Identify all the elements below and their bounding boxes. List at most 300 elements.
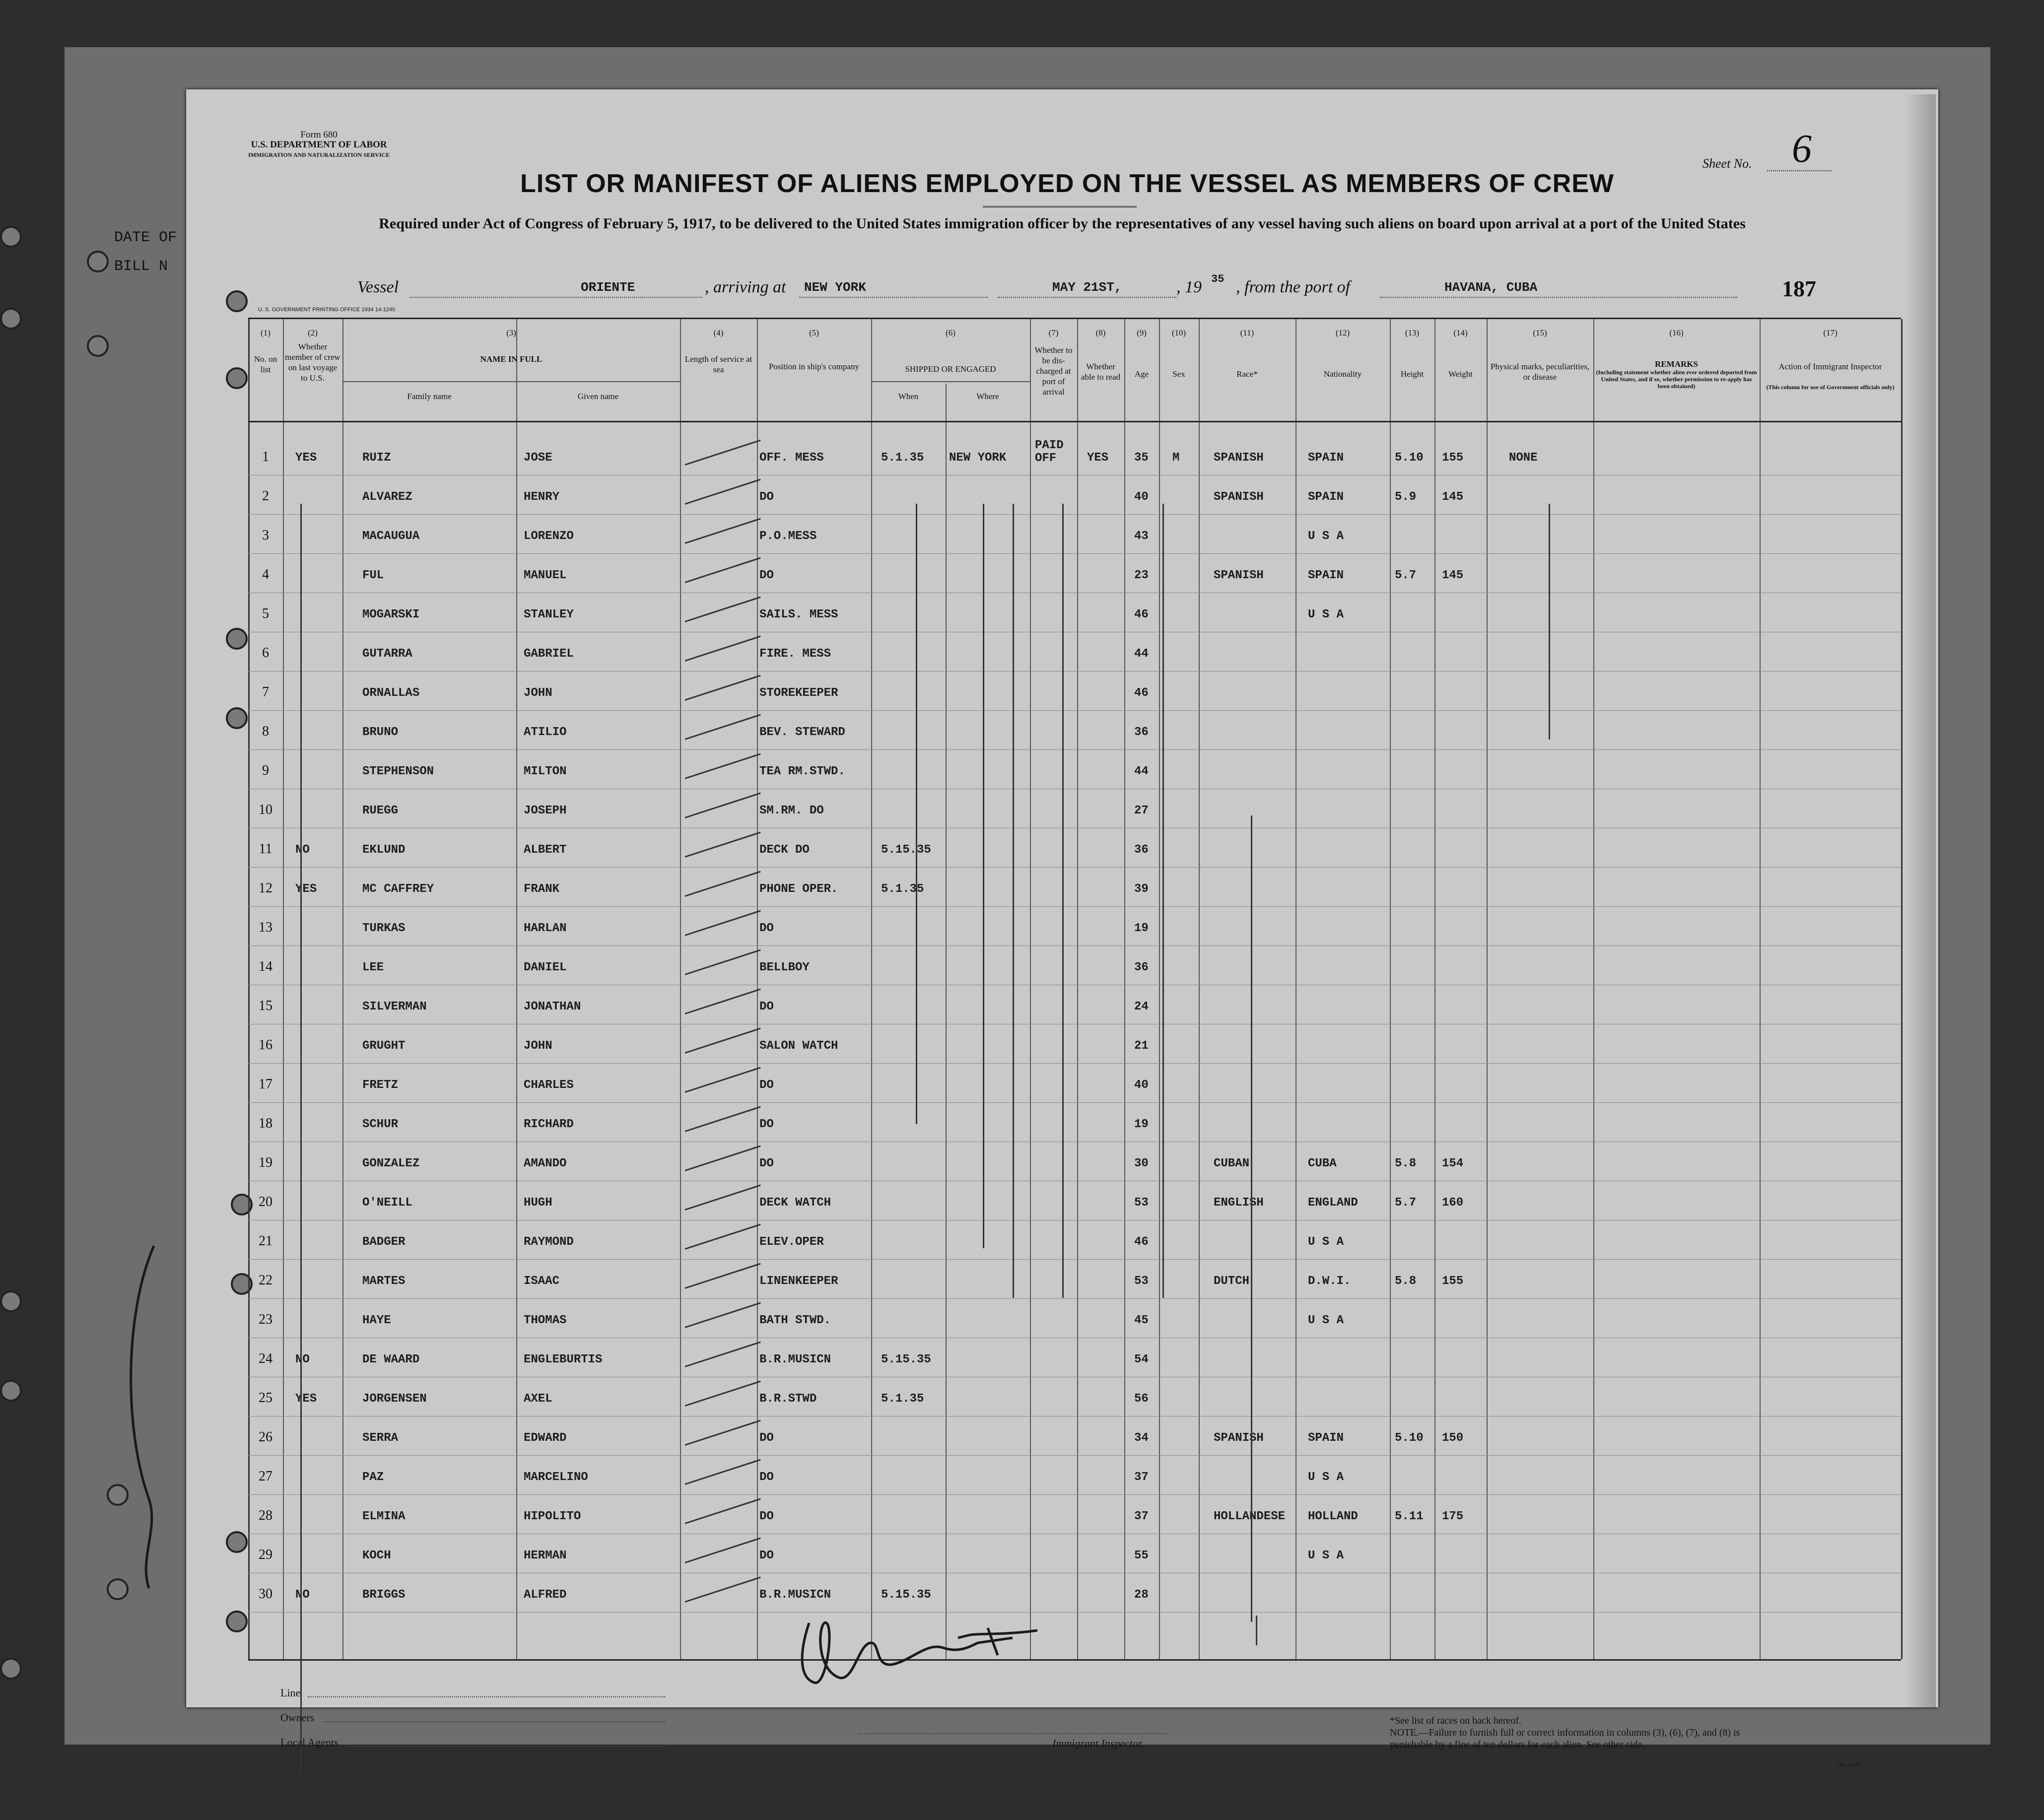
row-rule [248,867,1901,868]
cell-age: 39 [1134,882,1149,896]
cell-position: DO [759,922,774,935]
col14-header: Weight [1448,369,1473,379]
cell-race: SPANISH [1214,569,1264,582]
row-number: 17 [259,1077,273,1092]
service-stroke-mark [685,1302,761,1328]
column-border [1593,319,1594,1659]
cell-given: RICHARD [524,1118,574,1131]
col7-number: (7) [1048,328,1059,337]
vessel-label: Vessel [357,278,399,296]
cell-race: SPANISH [1214,1431,1264,1445]
col14-number: (14) [1453,328,1468,337]
shipped-subheader-rule [871,381,1030,382]
service-stroke-mark [685,1263,761,1289]
cell-family: GRUGHT [362,1039,406,1053]
date-dotline [998,297,1176,298]
cell-given: JOHN [524,1039,552,1053]
cell-height: 5.9 [1395,490,1417,504]
row-number: 19 [259,1155,273,1170]
row-number: 16 [259,1037,273,1053]
service-stroke-mark [685,1459,761,1485]
cell-family: FUL [362,569,384,582]
row-number: 7 [262,684,269,700]
cell-race: SPANISH [1214,490,1264,504]
row-number: 23 [259,1312,273,1327]
ditto-mark [983,504,984,1248]
row-rule [248,1455,1901,1456]
cell-age: 44 [1134,765,1149,778]
cell-where: NEW YORK [949,451,1007,465]
cell-nationality: U S A [1308,1471,1344,1484]
col17-header: Action of Immigrant Inspector [1778,362,1882,371]
cell-read: YES [1087,451,1109,465]
cell-age: 24 [1134,1000,1149,1013]
cell-family: ELMINA [362,1510,406,1523]
row-number: 3 [262,528,269,543]
cell-position: P.O.MESS [759,530,817,543]
cell-nationality: U S A [1308,530,1344,543]
inspector-label: Immigrant Inspector. [1052,1737,1144,1750]
line-label: Line [280,1686,301,1699]
service-stroke-mark [685,479,761,505]
row-number: 15 [259,998,273,1013]
col15-header: Physical marks, peculiarities, or disease [1490,362,1590,382]
cell-position: DO [759,490,774,504]
cell-nationality: CUBA [1308,1157,1337,1170]
cell-weight: 145 [1442,569,1464,582]
cell-given: MILTON [524,765,567,778]
column-border [1030,319,1031,1659]
ditto-mark [300,504,302,1774]
header-separator [248,421,1901,422]
cell-given: HUGH [524,1196,552,1210]
binder-hole-icon [0,226,22,248]
row-number: 1 [262,449,269,465]
year-prefix: , 19 [1176,278,1202,296]
sheet-edge [1906,94,1936,1707]
col3-header: NAME IN FULL [480,354,543,364]
cell-prev: NO [295,1353,310,1366]
cell-weight: 150 [1442,1431,1464,1445]
stub-date-label: DATE OF [114,229,177,246]
cell-given: AMANDO [524,1157,567,1170]
shipped-where-header: Where [976,392,999,401]
row-rule [248,1259,1901,1260]
ditto-mark [1251,1351,1252,1510]
ditto-mark [916,504,917,1124]
col16-number: (16) [1669,328,1684,337]
col8-header: Whether able to read [1081,362,1121,382]
owners-label: Owners [280,1711,315,1724]
col5-header: Position in ship's company [768,362,860,371]
cell-family: DE WAARD [362,1353,420,1366]
service-stroke-mark [685,1067,761,1093]
col10-number: (10) [1171,328,1186,337]
cell-weight: 175 [1442,1510,1464,1523]
binder-hole-icon [0,1290,22,1312]
cell-nationality: SPAIN [1308,490,1344,504]
service-stroke-mark [685,1420,761,1446]
service-stroke-mark [685,910,761,936]
col10-header: Sex [1172,369,1185,379]
cell-age: 35 [1134,451,1149,465]
row-number: 25 [259,1390,273,1406]
margin-bracket-icon [119,1241,164,1598]
row-number: 24 [259,1351,273,1366]
binder-hole-icon [226,290,248,312]
service-stroke-mark [685,1381,761,1407]
cell-given: AXEL [524,1392,552,1406]
footer-notes [1390,1715,1777,1751]
service-stroke-mark [685,636,761,662]
cell-given: MARCELINO [524,1471,588,1484]
column-border [1077,319,1078,1659]
row-number: 4 [262,567,269,582]
cell-position: DO [759,1471,774,1484]
cell-family: O'NEILL [362,1196,412,1210]
row-number: 14 [259,959,273,974]
column-border [680,319,681,1659]
cell-family: SCHUR [362,1118,399,1131]
cell-position: DO [759,1157,774,1170]
cell-position: DO [759,1118,774,1131]
cell-age: 43 [1134,530,1149,543]
cell-family: RUEGG [362,804,399,817]
col12-number: (12) [1335,328,1350,337]
cell-age: 54 [1134,1353,1149,1366]
service-stroke-mark [685,1185,761,1211]
cell-family: PAZ [362,1471,384,1484]
cell-position: B.R.STWD [759,1392,817,1406]
cell-age: 19 [1134,1118,1149,1131]
cell-age: 23 [1134,569,1149,582]
service-stroke-mark [685,440,761,466]
cell-family: ALVAREZ [362,490,412,504]
cell-when: 5.15.35 [881,1588,931,1602]
col11-number: (11) [1240,328,1254,337]
cell-given: JOHN [524,686,552,700]
row-rule [248,1063,1901,1064]
cell-age: 55 [1134,1549,1149,1562]
service-stroke-mark [685,949,761,975]
column-border [1390,319,1391,1659]
cell-height: 5.8 [1395,1275,1417,1288]
department-name: U.S. DEPARTMENT OF LABOR [251,139,387,150]
form-number: Form 680 [300,130,338,140]
row-rule [248,906,1901,907]
cell-position: DO [759,1000,774,1013]
binder-hole-icon [226,1531,248,1553]
races-note: *See list of races on back hereof. [1390,1715,1521,1726]
row-rule [248,514,1901,515]
cell-position: LINENKEEPER [759,1275,838,1288]
arriving-port: NEW YORK [804,280,866,295]
agents-dotline [347,1746,665,1747]
cell-age: 46 [1134,686,1149,700]
cell-given: ENGLEBURTIS [524,1353,603,1366]
cell-age: 37 [1134,1471,1149,1484]
cell-given: EDWARD [524,1431,567,1445]
cell-position: BELLBOY [759,961,810,974]
row-number: 9 [262,763,269,778]
row-number: 27 [259,1469,273,1484]
service-stroke-mark [685,675,761,701]
cell-age: 46 [1134,608,1149,621]
binder-hole-icon [0,1380,22,1402]
arrival-date: MAY 21ST, [1052,280,1122,295]
cell-nationality: SPAIN [1308,569,1344,582]
service-stroke-mark [685,1577,761,1603]
printer-note: U. S. GOVERNMENT PRINTING OFFICE 1934 14-1240 [258,307,396,313]
cell-position: DO [759,569,774,582]
col16-subnote: (Including statement whether alien ever ordered deported from United States, and if so, whether permission to re-apply has been obtained) [1596,369,1757,390]
cell-family: BRUNO [362,726,399,739]
cell-position: DO [759,1549,774,1562]
crew-manifest-table [248,318,1901,1659]
cell-family: GUTARRA [362,647,412,661]
cell-nationality: U S A [1308,1314,1344,1327]
ditto-mark [1062,504,1064,1298]
cell-given: DANIEL [524,961,567,974]
cell-given: STANLEY [524,608,574,621]
name-subheader-rule [342,381,680,382]
cell-given: CHARLES [524,1079,574,1092]
cell-position: B.R.MUSICN [759,1588,831,1602]
cell-position: BEV. STEWARD [759,726,845,739]
col13-number: (13) [1405,328,1420,337]
cell-weight: 154 [1442,1157,1464,1170]
column-border [871,319,872,1659]
column-border [1199,319,1200,1659]
cell-race: CUBAN [1214,1157,1250,1170]
cell-family: MARTES [362,1275,406,1288]
column-border [1159,319,1160,1659]
cell-position: BATH STWD. [759,1314,831,1327]
cell-given: LORENZO [524,530,574,543]
col7-header: Whether to be dis-charged at port of arrival [1034,345,1073,397]
row-number: 30 [259,1586,273,1602]
column-border [1487,319,1488,1659]
page-subtitle: Required under Act of Congress of February 5, 1917, to be delivered to the United States immigration officer by the representatives of any vessel having such aliens on board upon arrival at a port of the United States [379,215,1746,232]
cell-age: 36 [1134,961,1149,974]
cell-position: DO [759,1079,774,1092]
stub-bill-label: BILL N [114,258,168,275]
row-number: 20 [259,1194,273,1210]
cell-height: 5.7 [1395,1196,1417,1210]
cell-position: B.R.MUSICN [759,1353,831,1366]
cell-given: FRANK [524,882,560,896]
cell-given: HENRY [524,490,560,504]
port-dotline [1380,297,1737,298]
cell-nationality: U S A [1308,608,1344,621]
cell-prev: YES [295,882,317,896]
sheet-number-value: 6 [1792,127,1812,171]
binder-hole-icon [87,335,109,357]
penalty-note: NOTE.—Failure to furnish full or correct information in columns (3), (6), (7), and (8) is punishable by a fine of ten dollars for each alien. See other side. [1390,1727,1740,1750]
binder-hole-icon [226,628,248,650]
year-suffix: 35 [1211,273,1225,285]
row-number: 6 [262,645,269,661]
binder-hole-icon [226,1611,248,1632]
row-rule [248,710,1901,711]
cell-given: ATILIO [524,726,567,739]
cell-position: OFF. MESS [759,451,824,465]
form-code: 14—1240 [1837,1761,1860,1768]
cell-given: JONATHAN [524,1000,581,1013]
cell-family: BADGER [362,1235,406,1249]
cell-given: HARLAN [524,922,567,935]
cell-age: 53 [1134,1275,1149,1288]
cell-when: 5.1.35 [881,451,924,465]
cell-age: 28 [1134,1588,1149,1602]
row-number: 11 [259,841,273,857]
cell-nationality: U S A [1308,1549,1344,1562]
column-border [946,384,947,1659]
cell-family: JORGENSEN [362,1392,427,1406]
cell-race: HOLLANDESE [1214,1510,1286,1523]
service-stroke-mark [685,518,761,544]
cell-position: PHONE OPER. [759,882,838,896]
cell-family: MC CAFFREY [362,882,434,896]
cell-family: EKLUND [362,843,406,857]
row-rule [248,1494,1901,1495]
row-rule [248,749,1901,750]
cell-age: 56 [1134,1392,1149,1406]
cell-when: 5.15.35 [881,1353,931,1366]
column-border [1434,319,1435,1659]
column-border [1124,319,1125,1659]
col13-header: Height [1400,369,1424,379]
cell-family: HAYE [362,1314,391,1327]
binder-hole-icon [87,251,109,272]
col6-number: (6) [946,328,955,337]
row-rule [248,553,1901,554]
service-stroke-mark [685,989,761,1014]
service-stroke-mark [685,1342,761,1367]
col5-number: (5) [809,328,819,337]
row-number: 13 [259,920,273,935]
cell-weight: 145 [1442,490,1464,504]
cell-given: ISAAC [524,1275,560,1288]
cell-position: DO [759,1510,774,1523]
col4-number: (4) [713,328,724,337]
owners-dotline [323,1721,665,1722]
cell-family: KOCH [362,1549,391,1562]
col1-header: No. on list [254,354,277,374]
cell-nationality: HOLLAND [1308,1510,1358,1523]
cell-family: RUIZ [362,451,391,465]
cell-when: 5.1.35 [881,882,924,896]
column-border [1295,319,1296,1659]
column-border [248,319,250,1659]
cell-age: 40 [1134,1079,1149,1092]
cell-position: DECK DO [759,843,810,857]
cell-height: 5.10 [1395,1431,1424,1445]
service-stroke-mark [685,1028,761,1054]
col8-number: (8) [1095,328,1106,337]
underlying-sheet-stub [114,223,177,281]
service-stroke-mark [685,1538,761,1563]
cell-given: JOSE [524,451,552,465]
cell-prev: YES [295,451,317,465]
row-number: 21 [259,1233,273,1249]
cell-given: ALFRED [524,1588,567,1602]
cell-position: DECK WATCH [759,1196,831,1210]
cell-position: DO [759,1431,774,1445]
cell-prev: YES [295,1392,317,1406]
cell-age: 36 [1134,726,1149,739]
cell-height: 5.10 [1395,451,1424,465]
vessel-name: ORIENTE [581,280,635,295]
col17-number: (17) [1823,328,1838,337]
ditto-mark [1549,504,1550,740]
binder-hole-icon [0,308,22,330]
cell-marks: NONE [1509,451,1538,465]
given-name-header: Given name [577,392,619,401]
cell-given: HIPOLITO [524,1510,581,1523]
form-identifier [248,130,390,160]
col6-header: SHIPPED OR ENGAGED [905,364,996,374]
cell-age: 45 [1134,1314,1149,1327]
shipped-when-header: When [898,392,919,401]
sheet-number-label: Sheet No. [1703,156,1752,171]
service-name: IMMIGRATION AND NATURALIZATION SERVICE [248,151,390,158]
cell-family: FRETZ [362,1079,399,1092]
cell-when: 5.1.35 [881,1392,924,1406]
service-stroke-mark [685,793,761,818]
row-rule [248,671,1901,672]
title-rule [983,206,1137,207]
line-dotline [308,1696,665,1697]
cell-family: ORNALLAS [362,686,420,700]
cell-position: ELEV.OPER [759,1235,824,1249]
col1-number: (1) [261,328,271,337]
local-agents-label: Local Agents [280,1736,339,1749]
cell-nationality: SPAIN [1308,451,1344,465]
cell-nationality: D.W.I. [1308,1275,1351,1288]
service-stroke-mark [685,832,761,858]
column-border [516,319,517,1659]
cell-family: GONZALEZ [362,1157,420,1170]
col17-subnote: (This column for use of Government officials only) [1766,384,1895,391]
col3-number: (3) [506,328,516,337]
col9-number: (9) [1137,328,1147,337]
service-stroke-mark [685,1498,761,1524]
col16-header: REMARKS [1655,359,1698,369]
row-number: 10 [259,802,273,817]
row-number: 29 [259,1547,273,1562]
cell-age: 36 [1134,843,1149,857]
cell-discharged: PAID OFF [1035,439,1064,465]
binder-hole-icon [226,367,248,389]
cell-age: 46 [1134,1235,1149,1249]
cell-age: 19 [1134,922,1149,935]
row-rule [248,1298,1901,1299]
cell-family: TURKAS [362,922,406,935]
arriving-dotline [799,297,988,298]
cell-race: ENGLISH [1214,1196,1264,1210]
cell-weight: 160 [1442,1196,1464,1210]
cell-given: MANUEL [524,569,567,582]
cell-given: THOMAS [524,1314,567,1327]
service-stroke-mark [685,557,761,583]
binder-hole-icon [226,707,248,729]
cell-sex: M [1172,451,1180,465]
from-label: , from the port of [1236,278,1351,296]
vessel-dotline [409,297,702,298]
inspector-signature-icon [779,1608,1087,1697]
service-stroke-mark [685,597,761,622]
